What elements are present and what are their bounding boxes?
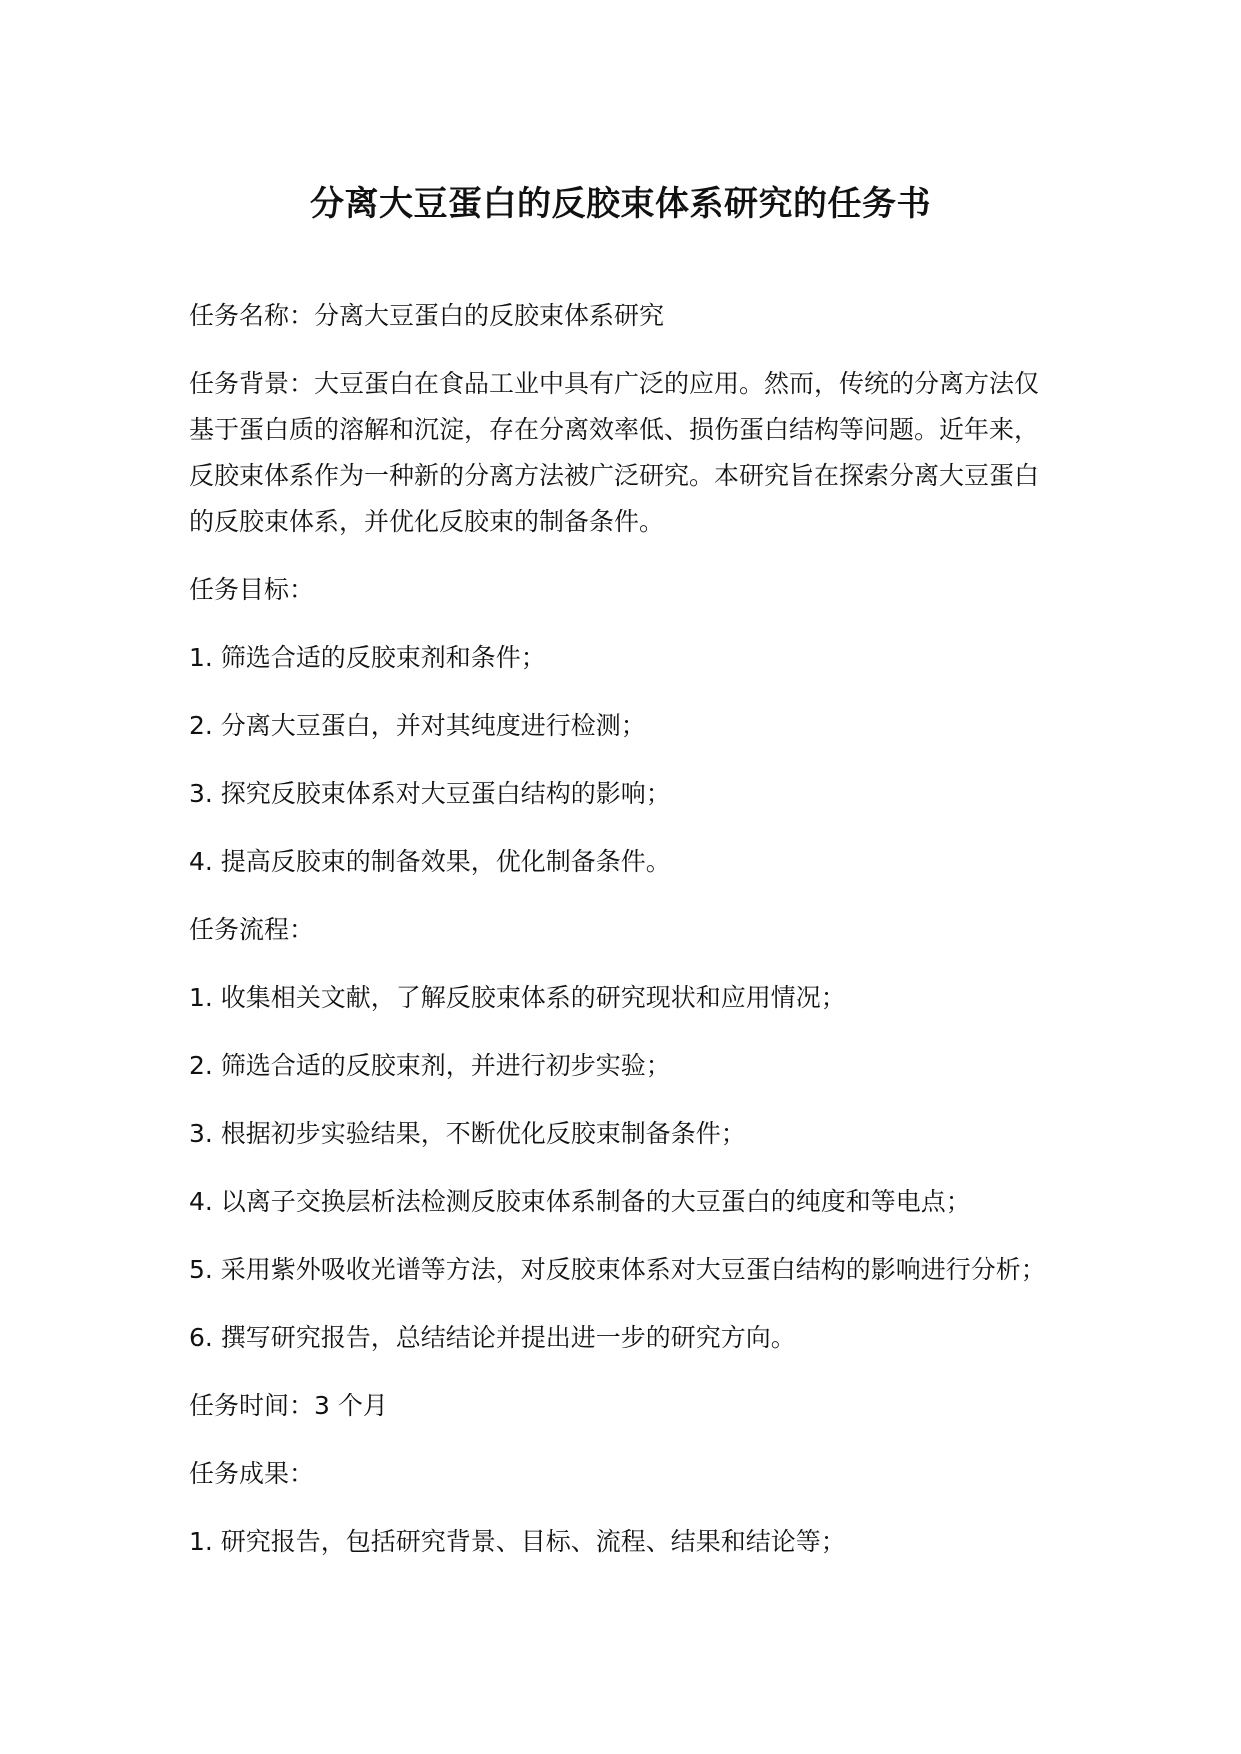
process-item-4: 4. 以离子交换层析法检测反胶束体系制备的大豆蛋白的纯度和等电点； <box>189 1187 971 1216</box>
task-background-paragraph: 任务背景：大豆蛋白在食品工业中具有广泛的应用。然而，传统的分离方法仅基于蛋白质的溶解和沉淀，存在分离效率低、损伤蛋白结构等问题。近年来，反胶束体系作为一种新的分离方法被广泛研究。本研究旨在探索分离大豆蛋白的反胶束体系，并优化反胶束的制备条件。 <box>189 369 1040 536</box>
process-item-1: 1. 收集相关文献，了解反胶束体系的研究现状和应用情况； <box>189 983 846 1012</box>
goals-heading: 任务目标： <box>189 575 315 604</box>
process-item-5: 5. 采用紫外吸收光谱等方法，对反胶束体系对大豆蛋白结构的影响进行分析； <box>189 1255 1046 1284</box>
process-heading: 任务流程： <box>189 915 315 944</box>
results-heading: 任务成果： <box>189 1459 315 1488</box>
document-title: 分离大豆蛋白的反胶束体系研究的任务书 <box>310 184 931 224</box>
task-time-paragraph: 任务时间：3 个月 <box>189 1391 388 1420</box>
goal-item-4: 4. 提高反胶束的制备效果，优化制备条件。 <box>189 847 671 876</box>
process-item-6: 6. 撰写研究报告，总结结论并提出进一步的研究方向。 <box>189 1323 796 1352</box>
goal-item-2: 2. 分离大豆蛋白，并对其纯度进行检测； <box>189 711 646 740</box>
task-name-paragraph: 任务名称：分离大豆蛋白的反胶束体系研究 <box>189 301 665 330</box>
document-body <box>189 293 1059 1587</box>
goal-item-3: 3. 探究反胶束体系对大豆蛋白结构的影响； <box>189 779 671 808</box>
goal-item-1: 1. 筛选合适的反胶束剂和条件； <box>189 643 546 672</box>
result-item-1: 1. 研究报告，包括研究背景、目标、流程、结果和结论等； <box>189 1527 846 1556</box>
process-item-3: 3. 根据初步实验结果，不断优化反胶束制备条件； <box>189 1119 746 1148</box>
process-item-2: 2. 筛选合适的反胶束剂，并进行初步实验； <box>189 1051 671 1080</box>
